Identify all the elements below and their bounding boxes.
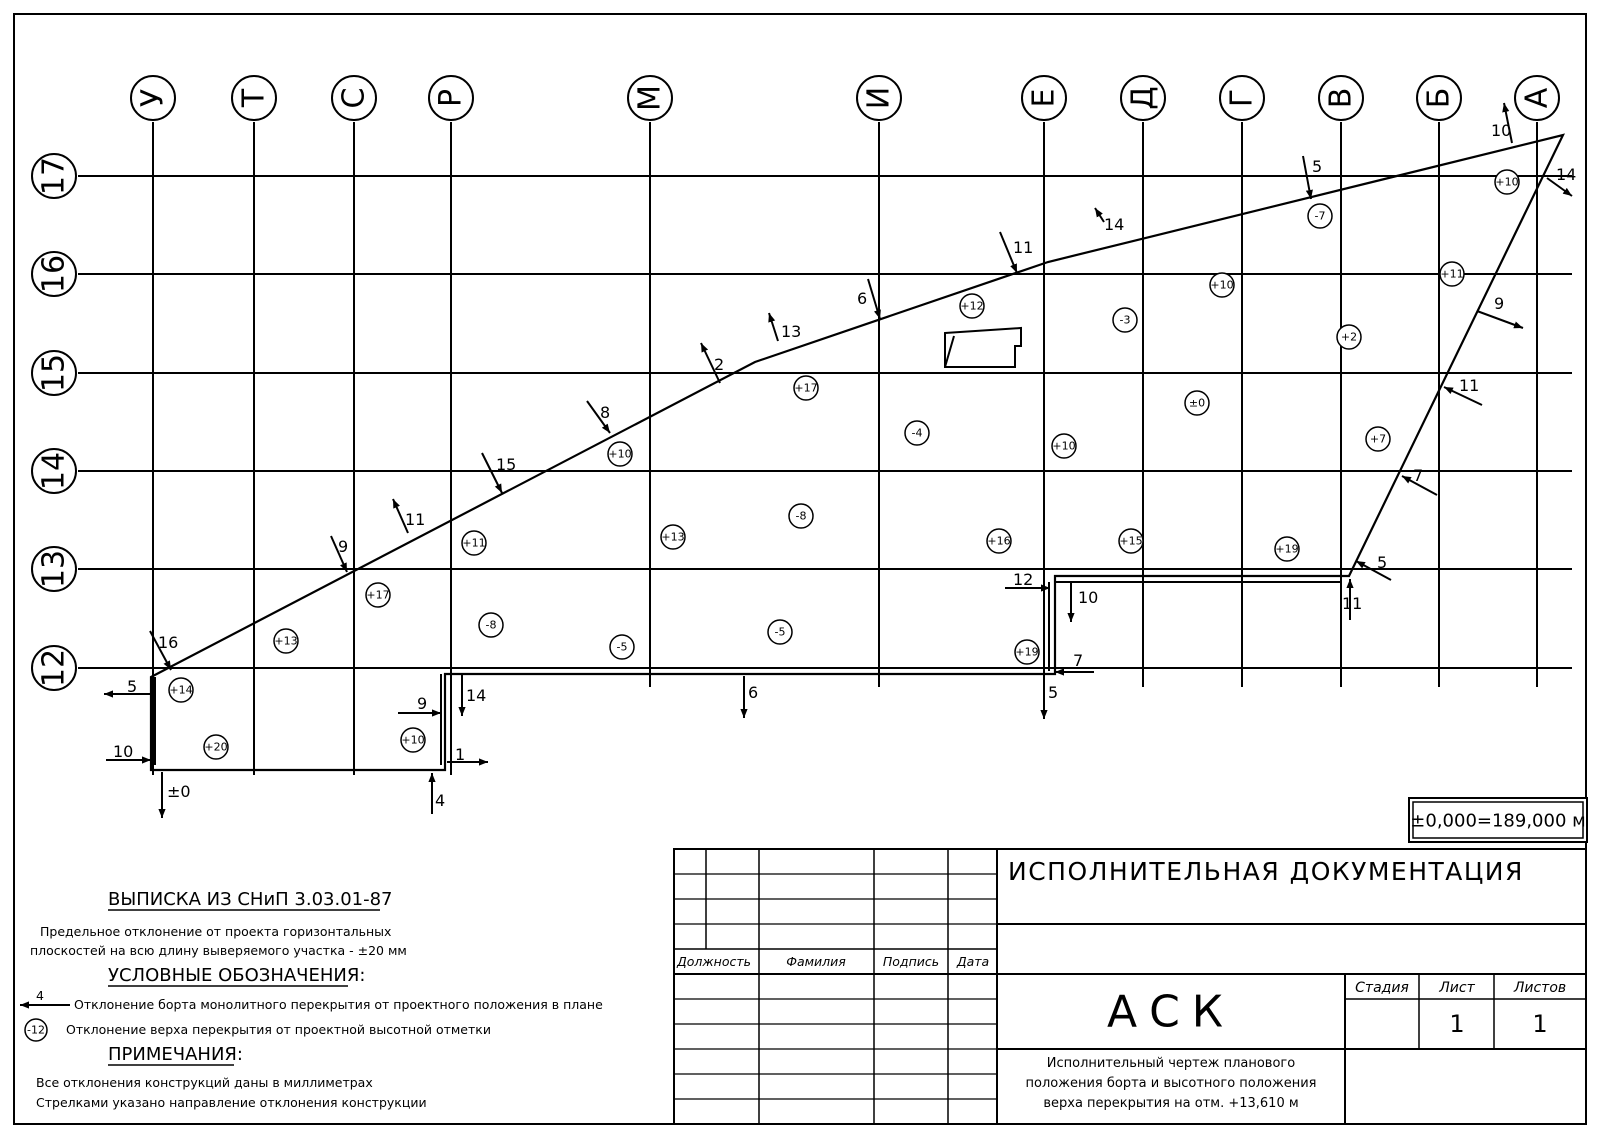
height-marker [1113, 308, 1137, 332]
axis-marker-У [131, 76, 175, 120]
axis-marker-17 [32, 154, 76, 198]
axis-label-Е: Е [1026, 88, 1062, 108]
height-marker [1210, 273, 1234, 297]
deviation-label: 10 [113, 742, 134, 761]
deviation-label: 5 [1377, 553, 1388, 572]
height-value: +19 [1015, 645, 1039, 659]
snip-title: ВЫПИСКА ИЗ СНиП 3.03.01-87 [108, 889, 393, 910]
axis-label-У: У [135, 88, 171, 108]
height-marker [905, 421, 929, 445]
document-title: ИСПОЛНИТЕЛЬНАЯ ДОКУМЕНТАЦИЯ [1008, 857, 1524, 886]
axis-label-В: В [1323, 87, 1359, 109]
axis-marker-М [628, 76, 672, 120]
axis-label-Т: Т [236, 88, 272, 108]
slab-opening [945, 328, 1021, 367]
legend-circle-value: -12 [27, 1023, 45, 1037]
deviation-label: 11 [1013, 238, 1034, 257]
height-marker [608, 442, 632, 466]
height-marker [1275, 537, 1299, 561]
sheet-value: 1 [1449, 1010, 1465, 1038]
deviation-label: 6 [857, 289, 868, 308]
legend-title: УСЛОВНЫЕ ОБОЗНАЧЕНИЯ: [108, 965, 366, 986]
axis-marker-13 [32, 547, 76, 591]
axis-marker-Б [1417, 76, 1461, 120]
deviation-label: 5 [1048, 683, 1059, 702]
height-value: +11 [462, 536, 486, 550]
height-value: +2 [1340, 330, 1358, 344]
height-value: +11 [1440, 267, 1464, 281]
axis-marker-12 [32, 646, 76, 690]
deviation-label: 4 [435, 791, 446, 810]
deviation-label: 14 [1556, 165, 1577, 184]
height-marker [1185, 391, 1209, 415]
height-value: +17 [366, 588, 390, 602]
deviation-label: 5 [1312, 157, 1323, 176]
deviation-label: 2 [714, 355, 725, 374]
snip-line-1: Предельное отклонение от проекта горизонтальных [40, 924, 392, 939]
height-marker [794, 376, 818, 400]
deviation-label: 13 [781, 322, 802, 341]
sheets-label: Листов [1513, 980, 1567, 996]
height-value: -8 [795, 509, 807, 523]
axis-marker-Д [1121, 76, 1165, 120]
height-value: +10 [1495, 175, 1519, 189]
axis-label-17: 17 [36, 156, 72, 196]
description-line-3: верха перекрытия на отм. +13,610 м [1043, 1096, 1299, 1111]
col-position: Должность [677, 954, 752, 969]
description-line-2: положения борта и высотного положения [1025, 1076, 1317, 1091]
height-value: +17 [794, 381, 818, 395]
height-marker [661, 525, 685, 549]
axis-label-Д: Д [1125, 86, 1161, 110]
height-value: +10 [1210, 278, 1234, 292]
deviation-label: 5 [127, 677, 138, 696]
height-marker [987, 529, 1011, 553]
deviation-label: 9 [1494, 294, 1505, 313]
col-signature: Подпись [882, 954, 940, 969]
height-value: +15 [1119, 534, 1143, 548]
deviation-arrow [1477, 311, 1523, 328]
column-markers [131, 76, 1559, 120]
axis-label-Б: Б [1421, 87, 1457, 109]
height-marker [401, 728, 425, 752]
height-value: +13 [274, 634, 298, 648]
remark-1: Все отклонения конструкций даны в миллиметрах [36, 1075, 373, 1090]
deviation-label: 7 [1413, 466, 1424, 485]
deviation-label: 10 [1491, 121, 1512, 140]
height-marker [610, 635, 634, 659]
height-value: +16 [987, 534, 1011, 548]
axis-marker-И [857, 76, 901, 120]
height-marker [1337, 325, 1361, 349]
height-marker [1366, 427, 1390, 451]
height-value: -5 [774, 625, 786, 639]
height-value: -4 [911, 426, 923, 440]
col-date: Дата [956, 954, 990, 969]
height-marker [1440, 262, 1464, 286]
axis-label-13: 13 [36, 549, 72, 589]
snip-line-2: плоскостей на всю длину выверяемого участка - ±20 мм [30, 943, 407, 958]
deviation-arrow [1303, 156, 1311, 199]
axis-label-16: 16 [36, 254, 72, 294]
remark-2: Стрелками указано направление отклонения конструкции [36, 1095, 427, 1110]
axis-label-А: А [1519, 87, 1555, 109]
height-deviations [169, 170, 1519, 759]
height-value: -3 [1119, 313, 1131, 327]
deviation-label: 12 [1013, 570, 1034, 589]
deviation-label: 11 [1342, 594, 1363, 613]
axis-marker-Р [429, 76, 473, 120]
height-marker [960, 294, 984, 318]
height-value: +12 [960, 299, 984, 313]
axis-label-Г: Г [1224, 88, 1260, 108]
deviation-arrow [769, 313, 778, 341]
deviation-label: 8 [600, 403, 611, 422]
sheet-label: Лист [1439, 980, 1475, 996]
remarks-title: ПРИМЕЧАНИЯ: [108, 1044, 243, 1065]
deviation-label: 7 [1073, 651, 1084, 670]
axis-marker-Е [1022, 76, 1066, 120]
axis-label-С: С [336, 87, 372, 109]
axis-label-Р: Р [433, 88, 469, 108]
notes-block [20, 889, 603, 1110]
deviation-label: ±0 [167, 782, 191, 801]
legend-arrow-value: 4 [36, 988, 44, 1003]
height-marker [1052, 434, 1076, 458]
document-code: АСК [1106, 986, 1236, 1038]
height-value: +14 [169, 683, 193, 697]
height-marker [169, 678, 193, 702]
row-markers [32, 154, 76, 690]
sheets-value: 1 [1532, 1010, 1548, 1038]
height-value: +13 [661, 530, 685, 544]
axis-marker-Т [232, 76, 276, 120]
height-marker [1119, 529, 1143, 553]
description-line-1: Исполнительный чертеж планового [1046, 1056, 1296, 1071]
axis-marker-В [1319, 76, 1363, 120]
plan-deviation-labels [113, 121, 1576, 810]
legend-circle-text: Отклонение верха перекрытия от проектной высотной отметки [66, 1022, 491, 1037]
height-value: +10 [608, 447, 632, 461]
height-value: +10 [1052, 439, 1076, 453]
height-value: ±0 [1188, 396, 1206, 410]
axis-marker-А [1515, 76, 1559, 120]
stage-label: Стадия [1355, 980, 1409, 996]
slab-outline [151, 135, 1563, 770]
deviation-label: 9 [338, 537, 349, 556]
axis-label-12: 12 [36, 648, 72, 688]
title-block-text [676, 857, 1566, 1111]
deviation-label: 11 [405, 510, 426, 529]
deviation-label: 16 [158, 633, 179, 652]
axis-marker-15 [32, 351, 76, 395]
height-value: +19 [1275, 542, 1299, 556]
col-surname: Фамилия [786, 954, 846, 969]
axis-marker-16 [32, 252, 76, 296]
deviation-label: 15 [496, 455, 517, 474]
elevation-reference-text: ±0,000=189,000 м [1410, 810, 1586, 832]
height-value: +10 [401, 733, 425, 747]
axis-marker-Г [1220, 76, 1264, 120]
height-value: -5 [616, 640, 628, 654]
deviation-label: 11 [1459, 376, 1480, 395]
height-marker [1308, 204, 1332, 228]
height-value: -8 [485, 618, 497, 632]
height-marker [789, 504, 813, 528]
axis-label-15: 15 [36, 353, 72, 393]
height-value: +20 [204, 740, 228, 754]
height-marker [768, 620, 792, 644]
axis-label-М: М [632, 85, 668, 111]
height-marker [462, 531, 486, 555]
height-marker [274, 629, 298, 653]
deviation-label: 9 [417, 694, 428, 713]
height-value: -7 [1314, 209, 1326, 223]
deviation-label: 14 [466, 686, 487, 705]
legend-arrow-text: Отклонение борта монолитного перекрытия от проектного положения в плане [74, 997, 603, 1012]
height-marker [204, 735, 228, 759]
height-marker [1495, 170, 1519, 194]
plan-deviations [104, 103, 1572, 818]
height-marker [1015, 640, 1039, 664]
elevation-reference [1409, 798, 1587, 842]
deviation-arrow [1095, 208, 1104, 222]
axis-marker-С [332, 76, 376, 120]
deviation-label: 10 [1078, 588, 1099, 607]
height-value: +7 [1369, 432, 1387, 446]
deviation-label: 14 [1104, 215, 1125, 234]
height-marker [479, 613, 503, 637]
axis-marker-14 [32, 449, 76, 493]
deviation-label: 6 [748, 683, 759, 702]
deviation-label: 1 [455, 745, 466, 764]
axis-label-И: И [861, 86, 897, 110]
height-marker [366, 583, 390, 607]
axis-label-14: 14 [36, 451, 72, 491]
